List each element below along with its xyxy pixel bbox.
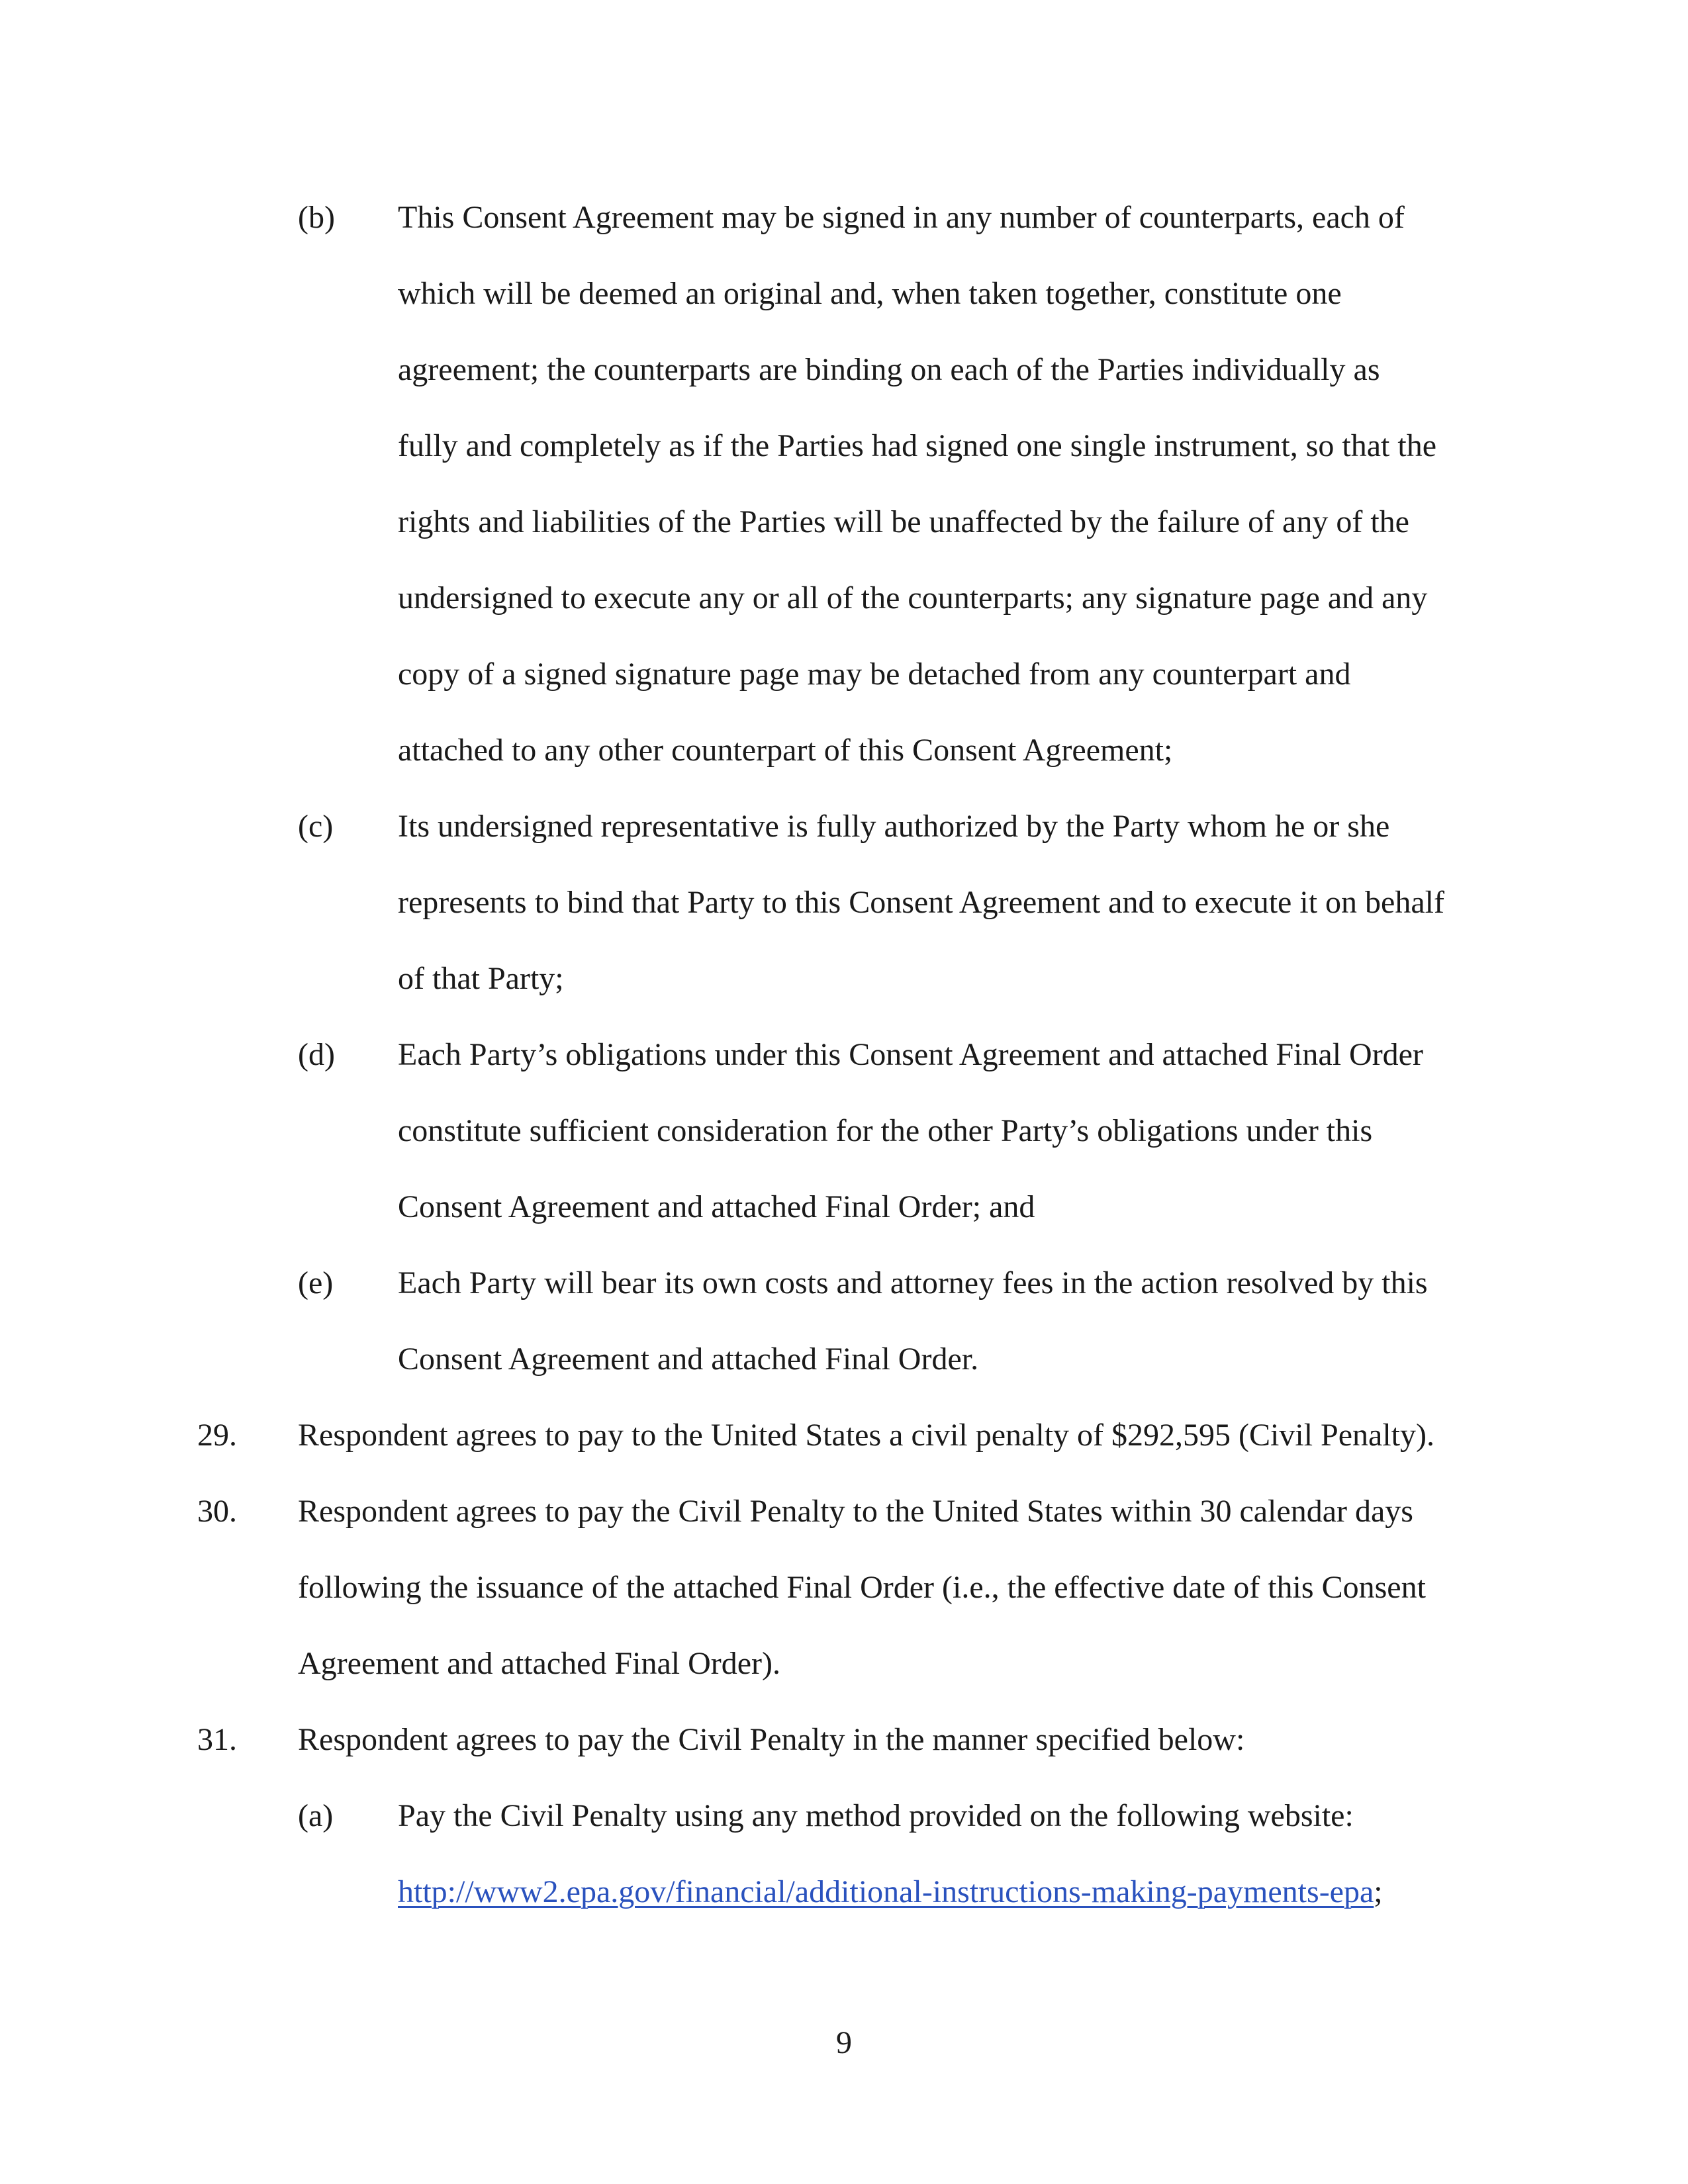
item-b-line-6: undersigned to execute any or all of the counterparts; any signature page and any xyxy=(398,580,1428,615)
paragraph-31-number: 31. xyxy=(197,1722,237,1757)
item-31a-line-1: Pay the Civil Penalty using any method provided on the following website: xyxy=(398,1798,1354,1833)
url-suffix: ; xyxy=(1374,1874,1383,1909)
item-b-line-2: which will be deemed an original and, when taken together, constitute one xyxy=(398,276,1342,311)
paragraph-31-line-1: Respondent agrees to pay the Civil Penalty in the manner specified below: xyxy=(298,1722,1245,1757)
item-c-line-1: Its undersigned representative is fully authorized by the Party whom he or she xyxy=(398,809,1390,844)
paragraph-30-number: 30. xyxy=(197,1494,237,1529)
item-d-line-3: Consent Agreement and attached Final Order; and xyxy=(398,1189,1035,1224)
item-c-line-3: of that Party; xyxy=(398,961,564,996)
item-b-line-5: rights and liabilities of the Parties will be unaffected by the failure of any of the xyxy=(398,504,1409,539)
item-b-line-4: fully and completely as if the Parties had signed one single instrument, so that the xyxy=(398,428,1436,463)
item-d-line-1: Each Party’s obligations under this Consent Agreement and attached Final Order xyxy=(398,1037,1423,1072)
item-e-line-1: Each Party will bear its own costs and attorney fees in the action resolved by this xyxy=(398,1265,1428,1300)
paragraph-29-number: 29. xyxy=(197,1418,237,1453)
item-c-label: (c) xyxy=(298,809,334,844)
item-b-line-1: This Consent Agreement may be signed in any number of counterparts, each of xyxy=(398,200,1405,235)
item-c-line-2: represents to bind that Party to this Consent Agreement and to execute it on behalf xyxy=(398,885,1444,920)
item-b-label: (b) xyxy=(298,200,335,235)
item-31a-url-line xyxy=(398,1873,1383,1911)
paragraph-30-line-1: Respondent agrees to pay the Civil Penalty to the United States within 30 calendar days xyxy=(298,1494,1413,1529)
item-d-label: (d) xyxy=(298,1037,335,1072)
paragraph-30-line-3: Agreement and attached Final Order). xyxy=(298,1646,781,1681)
item-b-line-8: attached to any other counterpart of this Consent Agreement; xyxy=(398,733,1173,768)
item-b-line-3: agreement; the counterparts are binding on each of the Parties individually as xyxy=(398,352,1380,387)
item-d-line-2: constitute sufficient consideration for the other Party’s obligations under this xyxy=(398,1113,1373,1148)
item-e-label: (e) xyxy=(298,1265,334,1300)
item-31a-label: (a) xyxy=(298,1798,334,1833)
paragraph-30-line-2: following the issuance of the attached Final Order (i.e., the effective date of this Consent xyxy=(298,1570,1426,1605)
item-b-line-7: copy of a signed signature page may be detached from any counterpart and xyxy=(398,657,1351,692)
epa-payments-link[interactable]: http://www2.epa.gov/financial/additional-instructions-making-payments-epa xyxy=(398,1874,1374,1909)
item-e-line-2: Consent Agreement and attached Final Order. xyxy=(398,1342,979,1377)
paragraph-29-line-1: Respondent agrees to pay to the United States a civil penalty of $292,595 (Civil Penalty). xyxy=(298,1418,1434,1453)
page-number: 9 xyxy=(836,2025,852,2060)
